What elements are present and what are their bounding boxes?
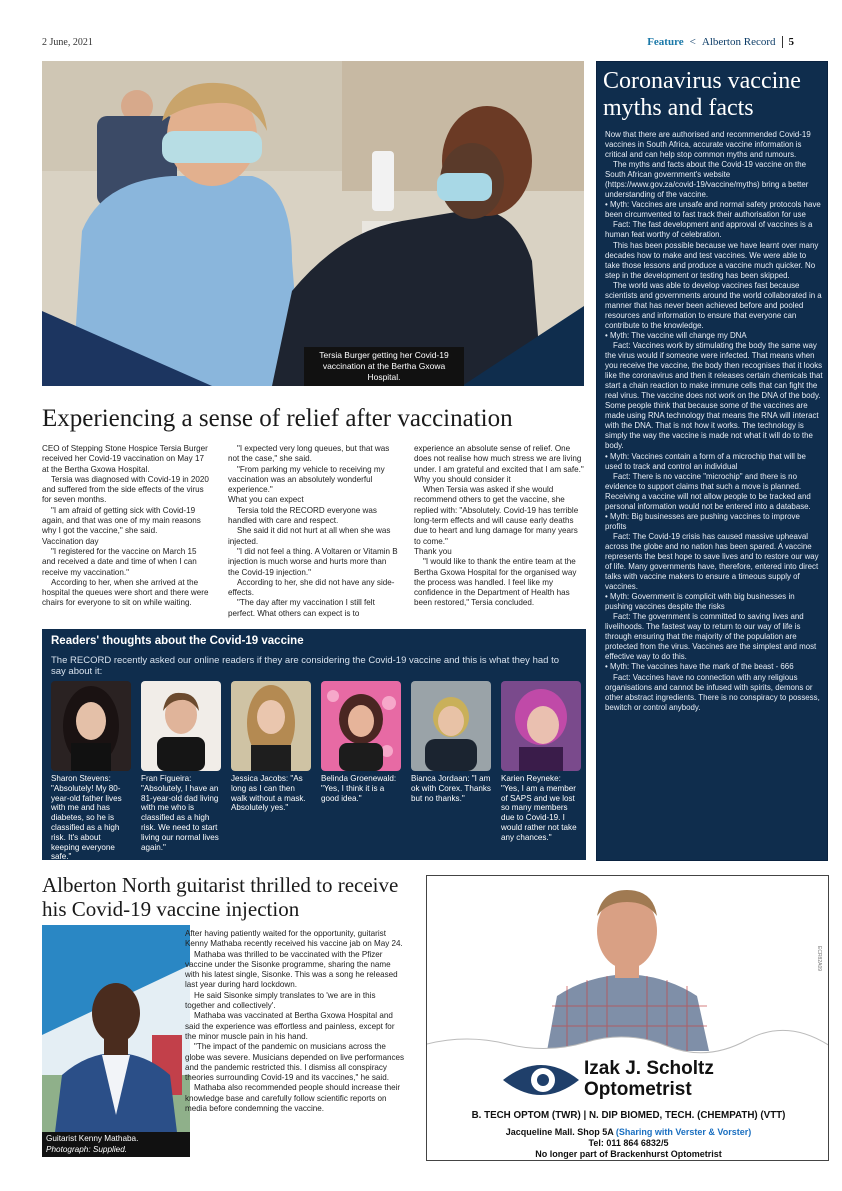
guitarist-headline: Alberton North guitarist thrilled to receive his Covid-19 vaccine injection (42, 873, 399, 921)
reader-photo (231, 681, 311, 771)
paragraph: "I am afraid of getting sick with Covid-19 again, and that was one of my main reasons why I got the vaccine," she said. (42, 505, 201, 536)
qualifications: B. TECH OPTOM (TWR) | N. DIP BIOMED, TECH. (CHEMPATH) (VTT) (471, 1110, 786, 1121)
fact: Fact: The government is committed to saving lives and livelihoods. The fastest way to return to our way of life is through ensuring that the majority of the population are protected from the virus. Vaccines are the simplest and most effective way to do this. (605, 612, 817, 662)
optometrist-name: Izak J. Scholtz (584, 1058, 714, 1079)
readers-title: Readers' thoughts about the Covid-19 vaccine (51, 635, 304, 647)
photo-caption: Tersia Burger getting her Covid-19 vaccination at the Bertha Gxowa Hospital. (304, 347, 464, 386)
guitarist-illustration (42, 925, 190, 1157)
reader-photo (321, 681, 401, 771)
paragraph: This has been possible because we have learnt over many decades how to make and test vaccines. We were able to take those lessons and produce a vaccine much quicker. No step in the development or testing has been skipped. (605, 240, 819, 280)
reader-quote: "Absolutely, I have an 81-year-old dad living with me who is classified as a high risk. We need to start living our normal lives again." (141, 783, 219, 852)
reader-card (501, 681, 581, 843)
reader-name: Fran Figueira: (141, 774, 192, 783)
paragraph: "The impact of the pandemic on musicians across the globe was severe. Musicians depended on live performances and the pandemic restricted this. I dismiss all conspiracy theories surrounding Covid-19 and its vaccines," he said. (185, 1042, 405, 1083)
sidebar-body (605, 130, 823, 713)
sidebar-title: Coronavirus vaccine myths and facts (603, 68, 801, 121)
paragraph: He said Sisonke simply translates to 'we are in this together and collectively'. (185, 990, 376, 1011)
page-header (647, 36, 794, 48)
issue-date: 2 June, 2021 (42, 37, 93, 48)
paragraph: The myths and facts about the Covid-19 vaccine on the South African government's website (https://www.gov.za/covid-19/vaccine/myths) bring a better understanding of the vaccine. (605, 160, 809, 200)
reader-card (231, 681, 311, 813)
myth: • Myth: The vaccines have the mark of the beast - 666 (605, 662, 794, 672)
optometrist-role: Optometrist (584, 1079, 692, 1100)
reader-card (411, 681, 491, 803)
reader-quote: "Absolutely! My 80-year-old father lives with me and has diabetes, so he is classified as a high risk. It's about keeping everyone safe." (51, 783, 122, 862)
reader-name: Bianca Jordaan: (411, 774, 470, 783)
readers-subtitle: The RECORD recently asked our online readers if they are considering the Covid-19 vaccine and this is what they had to say about it: (51, 655, 559, 677)
paragraph: When Tersia was asked if she would recommend others to get the vaccine, she replied with: "Absolutely. Covid-19 has terrible long-term effects and will cause early deaths due to heart and lung damage for many years to come." (414, 485, 579, 546)
header-separator: < (689, 36, 696, 48)
vaccination-photo (42, 61, 584, 386)
readers-thoughts-box (42, 629, 586, 860)
paragraph: The world was able to develop vaccines fast because scientists and governments around the world collaborated in a manner that has never been achieved before and pooled resources and information to ensure that everyone can contribute to the knowledge. (605, 280, 822, 330)
fact: Fact: There is no vaccine "microchip" and there is no evidence to support claims that such a move is planned. Receiving a vaccine will not allow people to be tracked and personal information would not be entered into a database. (605, 471, 811, 511)
reader-quote: "Yes, I think it is a good idea." (321, 783, 385, 803)
reader-quote: "As long as I can then walk without a mask. Absolutely yes." (231, 774, 306, 813)
paragraph: Now that there are authorised and recommended Covid-19 vaccines in South Africa, accurate vaccine information is critical and can help stop common myths and rumours. (605, 130, 811, 160)
address-sharing: (Sharing with Verster & Vorster) (615, 1127, 752, 1137)
paragraph: "I expected very long queues, but that was not the case," she said. (228, 444, 390, 464)
reader-name: Karien Reyneke: (501, 774, 561, 783)
fact: Fact: Vaccines work by stimulating the body the same way the virus would if someone were infected. That means when you receive the vaccine, the body then recognises that it looks like the coronavirus and then it releases certain chemicals that start a chain reaction to make immune cells that can fight the real virus. The vaccine does not work on the DNA of the body. Some people think that because some of the vaccines are made using RNA technology that means the RNA will interact with the DNA. That is not how it works. The technology is simply the way the vaccine is made not what it will do to the body. (605, 340, 823, 451)
article-headline: Experiencing a sense of relief after vaccination (42, 405, 513, 432)
optometrist-advert (426, 875, 829, 1161)
reader-card (141, 681, 221, 852)
paragraph: After having patiently waited for the opportunity, guitarist Kenny Mathaba recently received his vaccine jab on May 24. (185, 929, 403, 949)
paragraph: "The day after my vaccination I still felt perfect. What others can expect is to (228, 598, 375, 618)
advert-code: ECR82A09 (816, 946, 822, 972)
reader-quote: "Yes, I am a member of SAPS and we lost so many members due to Covid-19. I would rather not take any chances." (501, 783, 577, 842)
paragraph: Mathaba also recommended people should increase their knowledge base and carefully follow scientific reports on media before condemning the vaccine. (185, 1083, 401, 1114)
advert-note: No longer part of Brackenhurst Optometrist (535, 1149, 722, 1159)
reader-name: Sharon Stevens: (51, 774, 111, 783)
advert-photo (427, 876, 829, 1076)
reader-card (51, 681, 131, 862)
fact: Fact: The fast development and approval of vaccines is a human feat worthy of celebration. (605, 220, 813, 240)
myth: • Myth: Big businesses are pushing vaccines to improve profits (605, 511, 800, 531)
guitarist-article-body (185, 929, 407, 1114)
reader-name: Belinda Groenewald: (321, 774, 397, 783)
reader-photo (51, 681, 131, 771)
paragraph: According to her, she did not have any side-effects. (228, 577, 395, 598)
myths-facts-sidebar (596, 61, 828, 861)
reader-photo (501, 681, 581, 771)
paragraph: According to her, when she arrived at the hospital the queues were short and there were chairs for everyone to sit on while waiting. (42, 577, 209, 608)
fact: Fact: Vaccines have no connection with any religious organisations and cannot be infused with spirits, demons or other abstract ingredients. There is no conspiracy to possess, bewitch or control anybody. (605, 672, 820, 712)
paragraph: experience an absolute sense of relief. One does not realise how much stress we are living under. I am grateful and excited that I am safe." (414, 444, 584, 474)
page-number: 5 (782, 36, 795, 48)
vaccination-illustration (42, 61, 584, 386)
paragraph: Tersia was diagnosed with Covid-19 in 2020 and suffered from the side effects of the virus for seven months. (42, 474, 209, 505)
guitarist-caption (42, 1132, 190, 1157)
paragraph: "I did not feel a thing. A Voltaren or Vitamin B injection is much worse and hurts more than the Covid-19 injection." (228, 546, 398, 577)
subheading: Vaccination day (42, 536, 99, 546)
paragraph: "I registered for the vaccine on March 15 and received a date and time of when I can receive my vaccination." (42, 546, 197, 577)
myth: • Myth: Government is complicit with big businesses in pushing vaccines despite the risks (605, 592, 795, 612)
myth: • Myth: Vaccines are unsafe and normal safety protocols have been circumvented to fast track their authorisation for use (605, 200, 821, 220)
paragraph: CEO of Stepping Stone Hospice Tersia Burger received her Covid-19 vaccination on May 17 at the Bertha Gxowa Hospital. (42, 444, 208, 474)
address-main: Jacqueline Mall. Shop 5A (505, 1127, 616, 1137)
eye-logo-icon (501, 1056, 581, 1104)
subheading: Thank you (414, 546, 452, 556)
subheading: What you can expect (228, 495, 304, 505)
section-label: Feature (647, 36, 684, 48)
paragraph: She said it did not hurt at all when she was injected. (228, 526, 391, 546)
article-column-3 (414, 444, 584, 609)
reader-photo (411, 681, 491, 771)
telephone: Tel: 011 864 6832/5 (588, 1138, 669, 1148)
guitarist-photo (42, 925, 190, 1157)
reader-quote: "I am ok with Corex. Thanks but no thanks." (411, 774, 491, 803)
myth: • Myth: Vaccines contain a form of a microchip that will be used to track and control an individual (605, 451, 806, 471)
reader-name: Jessica Jacobs: (231, 774, 289, 783)
subheading: Why you should consider it (414, 474, 511, 484)
myth: • Myth: The vaccine will change my DNA (605, 330, 747, 340)
paper-name: Alberton Record (701, 36, 776, 48)
article-column-2 (228, 444, 398, 619)
caption-credit: Photograph: Supplied. (46, 1144, 128, 1154)
fact: Fact: The Covid-19 crisis has caused massive upheaval across the globe and no nation has been spared. A vaccine represents the best hope to save lives and to restore our way of life. Many governments have, therefore, entered into direct talks with vaccine makers to ensure a timeous supply of vaccines. (605, 531, 819, 592)
reader-card (321, 681, 401, 803)
reader-photo (141, 681, 221, 771)
paragraph: "From parking my vehicle to receiving my vaccination was an absolutely wonderful experience." (228, 464, 385, 495)
address (427, 1127, 829, 1137)
caption-name: Guitarist Kenny Mathaba. (46, 1134, 139, 1143)
paragraph: Mathaba was thrilled to be vaccinated with the Pfizer vaccine under the Sisonke programme, sharing the name with his latest single, Sisonke. This was a song he released last year during hard lockdown. (185, 949, 398, 990)
paragraph: Mathaba was vaccinated at Bertha Gxowa Hospital and said the experience was effortless and painless, except for the minor muscle pain in his hand. (185, 1011, 395, 1041)
paragraph: Tersia told the RECORD everyone was handled with care and respect. (228, 505, 377, 526)
article-column-1 (42, 444, 212, 609)
paragraph: "I would like to thank the entire team at the Bertha Gxowa Hospital for the organised way the process was handled. I feel like my confidence in the Department of Health has been restored," Tersia concluded. (414, 557, 577, 608)
